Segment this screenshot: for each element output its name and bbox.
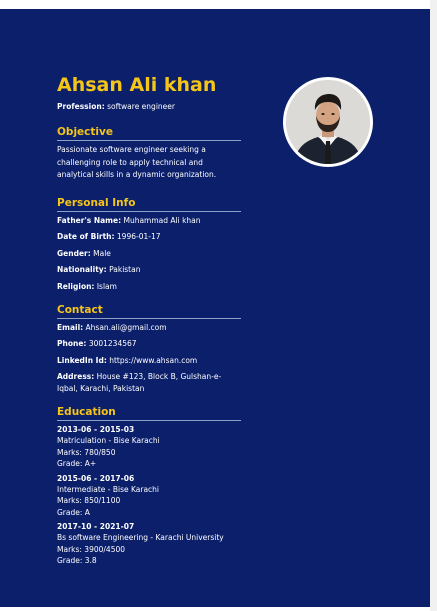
education-dates: 2013-06 - 2015-03 xyxy=(57,425,135,434)
education-degree: Matriculation - Bise Karachi xyxy=(57,436,160,445)
section-divider xyxy=(57,420,241,421)
linkedin-label: LinkedIn Id: xyxy=(57,355,107,365)
dob-label: Date of Birth: xyxy=(57,232,115,241)
education-dates: 2015-06 - 2017-06 xyxy=(57,473,135,483)
personal-info-title: Personal Info xyxy=(57,196,136,209)
education-grade: Grade: 3.8 xyxy=(57,556,97,565)
gender-value: Male xyxy=(93,248,111,258)
email-label: Email: xyxy=(57,322,84,332)
contact-row xyxy=(57,355,241,367)
personal-info-row xyxy=(57,264,241,276)
profile-photo xyxy=(286,80,370,164)
contact-row xyxy=(57,322,241,334)
contact-section xyxy=(57,303,241,396)
profession-value: software engineer xyxy=(107,102,175,111)
education-section xyxy=(57,405,241,567)
personal-info-row xyxy=(57,215,241,227)
education-degree: Bs software Engineering - Karachi University xyxy=(57,533,224,542)
education-title: Education xyxy=(57,406,116,418)
gender-label: Gender: xyxy=(57,248,91,258)
address-label: Address: xyxy=(57,372,95,381)
education-entry xyxy=(57,521,241,567)
email-value: Ahsan.ali@gmail.com xyxy=(85,322,167,332)
address-value: House #123, Block B, Gulshan-e-Iqbal, Karachi, Pakistan xyxy=(57,372,222,393)
section-divider xyxy=(57,211,241,212)
nationality-label: Nationality: xyxy=(57,265,107,274)
linkedin-value: https://www.ahsan.com xyxy=(109,355,198,365)
phone-value: 3001234567 xyxy=(88,339,137,348)
profession-label: Profession: xyxy=(57,102,105,111)
religion-label: Religion: xyxy=(57,281,95,291)
contact-row xyxy=(57,371,241,395)
personal-info-row xyxy=(57,248,241,260)
education-grade: Grade: A xyxy=(57,507,90,517)
contact-row xyxy=(57,338,241,350)
objective-section xyxy=(57,125,241,182)
profession-line xyxy=(57,101,241,113)
contact-title: Contact xyxy=(57,303,103,316)
section-divider xyxy=(57,140,241,141)
education-grade: Grade: A+ xyxy=(57,459,97,468)
phone-label: Phone: xyxy=(57,339,87,348)
education-entry xyxy=(57,424,241,470)
personal-info-row xyxy=(57,281,241,293)
resume-left-column xyxy=(57,73,241,570)
personal-info-section xyxy=(57,196,241,293)
profile-photo-icon xyxy=(286,80,370,164)
window-edge xyxy=(430,0,437,611)
dob-value: 1996-01-17 xyxy=(116,232,161,241)
section-divider xyxy=(57,318,241,319)
education-entry xyxy=(57,473,241,519)
father-name-label: Father's Name: xyxy=(57,215,122,225)
personal-info-row xyxy=(57,231,241,243)
objective-title: Objective xyxy=(57,126,113,138)
education-dates: 2017-10 - 2021-07 xyxy=(57,522,135,531)
education-degree: Intermediate - Bise Karachi xyxy=(57,484,160,494)
father-name-value: Muhammad Ali khan xyxy=(123,215,201,225)
education-marks: Marks: 780/850 xyxy=(57,447,116,457)
nationality-value: Pakistan xyxy=(109,265,141,274)
objective-text: Passionate software engineer seeking a challenging role to apply technical and analytical skills in a dynamic organization. xyxy=(57,145,217,179)
education-marks: Marks: 850/1100 xyxy=(57,496,121,505)
candidate-name: Ahsan Ali khan xyxy=(57,74,217,96)
education-marks: Marks: 3900/4500 xyxy=(57,544,126,554)
religion-value: Islam xyxy=(96,281,117,291)
resume-page xyxy=(0,9,430,607)
profile-photo-frame xyxy=(283,77,373,167)
